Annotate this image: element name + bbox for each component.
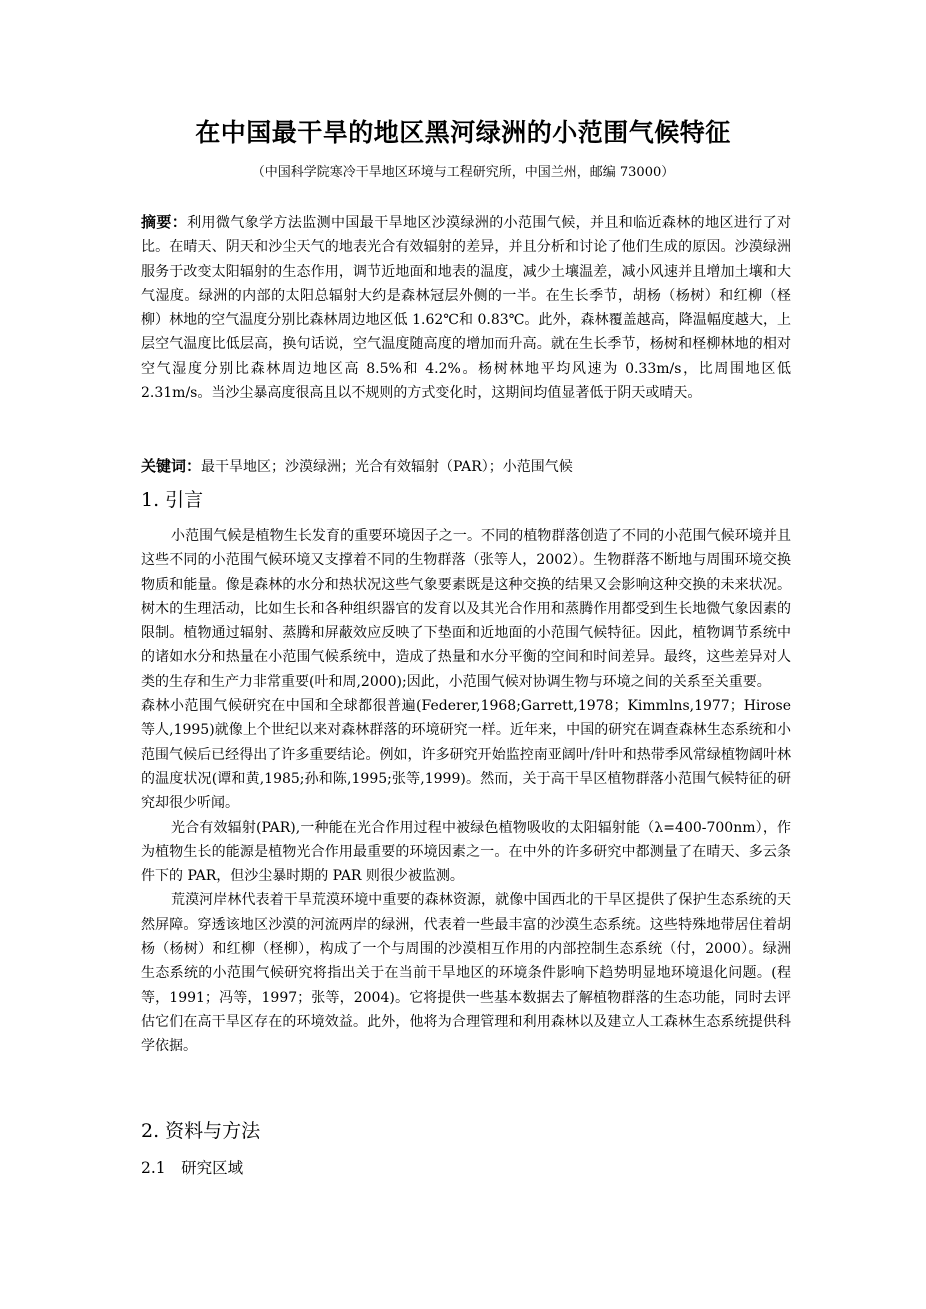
abstract-label: 摘要： bbox=[141, 213, 188, 231]
intro-paragraph-4: 荒漠河岸林代表着干旱荒漠环境中重要的森林资源，就像中国西北的干旱区提供了保护生态系统的天然屏障。穿透该地区沙漠的河流两岸的绿洲，代表着一些最丰富的沙漠生态系统。这些特殊地带居住着胡杨（杨树）和红柳（柽柳），构成了一个与周围的沙漠相互作用的内部控制生态系统（付，2000）。绿洲生态系统的小范围气候研究将指出关于在当前干旱地区的环境条件影响下趋势明显地环境退化问题。(程等，1991；冯等，1997；张等，2004)。它将提供一些基本数据去了解植物群落的生态功能，同时去评估它们在高干旱区存在的环境效益。此外，他将为合理管理和利用森林以及建立人工森林生态系统提供科学依据。 bbox=[141, 892, 791, 1055]
author-affiliation: （中国科学院寒冷干旱地区环境与工程研究所，中国兰州，邮编 73000） bbox=[251, 165, 675, 180]
abstract bbox=[141, 210, 791, 405]
intro-paragraph-2: 森林小范围气候研究在中国和全球都很普遍(Federer,1968;Garrett,1978；Kimmlns,1977；Hirose 等人,1995)就像上个世纪以来对森林群落的环境研究一样。近年来，中国的研究在调查森林生态系统和小范围气候后已经得出了许多重要结论。例如，许多研究开始监控南亚阔叶/针叶和热带季风常绿植物阔叶林的温度状况(谭和黄,1985;孙和陈,1995;张等,1999)。然而，关于高干旱区植物群落小范围气候特征的研究却很少听闻。 bbox=[141, 698, 791, 812]
subsection-heading-study-area: 2.1 研究区域 bbox=[141, 1159, 244, 1177]
section-heading-methods: 2. 资料与方法 bbox=[141, 1120, 261, 1142]
intro-paragraph-3: 光合有效辐射(PAR),一种能在光合作用过程中被绿色植物吸收的太阳辐射能（λ=400-700nm），作为植物生长的能源是植物光合作用最重要的环境因素之一。在中外的许多研究中都测量了在晴天、多云条件下的 PAR，但沙尘暴时期的 PAR 则很少被监测。 bbox=[141, 819, 791, 885]
keywords-text: 最干旱地区；沙漠绿洲；光合有效辐射（PAR）；小范围气候 bbox=[201, 459, 573, 475]
keywords-label: 关键词： bbox=[141, 457, 202, 475]
intro-paragraph-1: 小范围气候是植物生长发育的重要环境因子之一。不同的植物群落创造了不同的小范围气候环境并且这些不同的小范围气候环境又支撑着不同的生物群落（张等人，2002）。生物群落不断地与周围环境交换物质和能量。像是森林的水分和热状况这些气象要素既是这种交换的结果又会影响这种交换的未来状况。树木的生理活动，比如生长和各种组织器官的发育以及其光合作用和蒸腾作用都受到生长地微气象因素的限制。植物通过辐射、蒸腾和屏蔽效应反映了下垫面和近地面的小范围气候特征。因此，植物调节系统中的诸如水分和热量在小范围气候系统中，造成了热量和水分平衡的空间和时间差异。最终，这些差异对人类的生存和生产力非常重要(叶和周,2000);因此，小范围气候对协调生物与环境之间的关系至关重要。 bbox=[141, 528, 791, 690]
paper-title: 在中国最干旱的地区黑河绿洲的小范围气候特征 bbox=[195, 118, 731, 147]
abstract-text: 利用微气象学方法监测中国最干旱地区沙漠绿洲的小范围气候，并且和临近森林的地区进行了对比。在晴天、阴天和沙尘天气的地表光合有效辐射的差异，并且分析和讨论了他们生成的原因。沙漠绿洲服务于改变太阳辐射的生态作用，调节近地面和地表的温度，减少土壤温差，减小风速并且增加土壤和大气湿度。绿洲的内部的太阳总辐射大约是森林冠层外侧的一半。在生长季节，胡杨（杨树）和红柳（柽柳）林地的空气温度分别比森林周边地区低 1.62℃和 0.83℃。此外，森林覆盖越高，降温幅度越大，上层空气温度比低层高，换句话说，空气温度随高度的增加而升高。就在生长季节，杨树和柽柳林地的相对空气湿度分别比森林周边地区高 8.5%和 4.2%。杨树林地平均风速为 0.33m/s，比周围地区低 2.31m/s。当沙尘暴高度很高且以不规则的方式变化时，这期间均值显著低于阴天或晴天。 bbox=[141, 215, 791, 402]
introduction-body bbox=[141, 524, 791, 1059]
keywords bbox=[141, 454, 791, 479]
section-heading-introduction: 1. 引言 bbox=[141, 489, 204, 511]
